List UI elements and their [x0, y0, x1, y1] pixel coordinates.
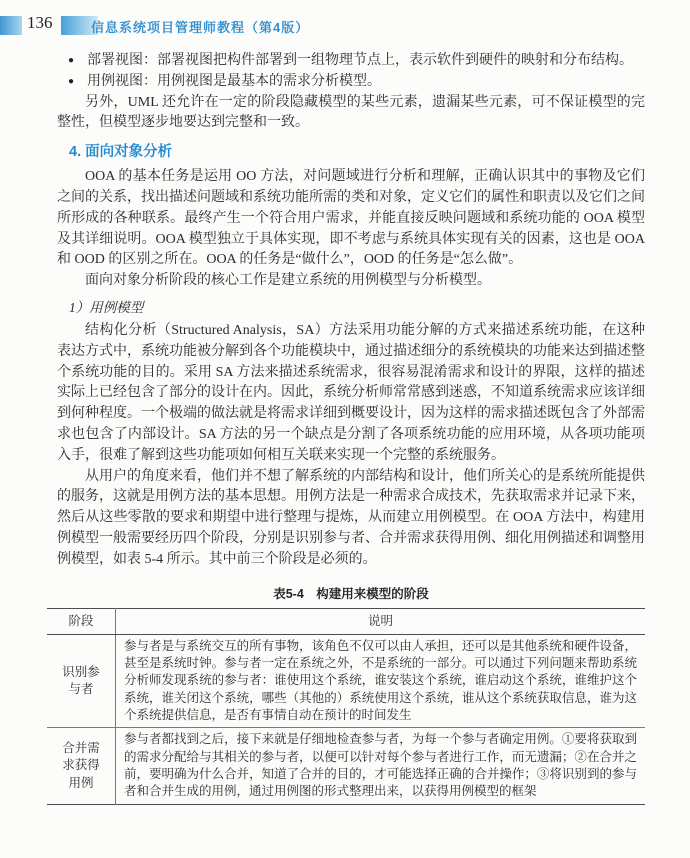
bullet-icon: ●: [68, 55, 75, 66]
paragraph-core-work: 面向对象分析阶段的核心工作是建立系统的用例模型与分析模型。: [85, 273, 491, 289]
paragraph-uml-note: 另外，UML 还允许在一定的阶段隐藏模型的某些元素，遗漏某些元素，可不保证模型的完整性，但模型逐步地要达到完整和一致。: [57, 94, 645, 131]
table-header-row: [47, 608, 645, 634]
section-heading-ooa: 4. 面向对象分析: [69, 144, 173, 161]
page-number: 136: [27, 13, 53, 32]
page-number-accent-bar: [0, 16, 22, 35]
paragraph-structured-analysis: 结构化分析（Structured Analysis，SA）方法采用功能分解的方式来描述系统功能，在这种表达方式中，系统功能被分解到各个功能模块中，通过描述细分的系统模块的功能来达到描述整个系统功能的目的。采用 SA 方法来描述系统需求，很容易混淆需求和设计的界限，这样的描述实际上已经包含了部分的设计在内。因此，系统分析师常常感到迷惑，不知道系统需求应该详细到何种程度。一个极端的做法就是将需求详细到概要设计，因为这样的需求描述既包含了外部需求也包含了内部设计。SA 方法的另一个缺点是分割了各项系统功能的应用环境，从各项功能项入手，很难了解到这些功能项如何相互关联来实现一个完整的系统服务。: [57, 322, 645, 463]
stage-cell: 合并需求获得用例: [47, 728, 116, 804]
usecase-model-stages-table: [47, 608, 645, 805]
page-header: [0, 13, 690, 36]
table-row: [47, 634, 645, 727]
table-caption: 表5-4 构建用来模型的阶段: [273, 586, 429, 601]
bullet-icon: ●: [68, 75, 75, 87]
page-content: [57, 51, 645, 805]
list-item-usecase-view: [57, 72, 645, 93]
table-row: [47, 728, 645, 804]
stage-cell: 识别参与者: [47, 634, 116, 727]
paragraph-user-perspective: 从用户的角度来看，他们并不想了解系统的内部结构和设计，他们所关心的是系统所能提供的服务，这就是用例方法的基本思想。用例方法是一种需求合成技术，先获取需求并记录下来，然后从这些零散的要求和期望中进行整理与提炼，从而建立用例模型。在 OOA 方法中，构建用例模型一般需要经历四个阶段，分别是识别参与者、合并需求获得用例、细化用例描述和调整用例模型，如表 5-4 所示。其中前三个阶段是必须的。: [57, 468, 645, 567]
description-cell: 参与者都找到之后，接下来就是仔细地检查参与者，为每一个参与者确定用例。①要将获取到的需求分配给与其相关的参与者，以便可以针对每个参与者进行工作，而无遗漏；②在合并之前，要明确为什么合并，知道了合并的目的，才可能选择正确的合并操作；③将识别到的参与者和合并生成的用例，通过用例图的形式整理出来，以获得用例模型的框架: [116, 728, 646, 804]
column-header-stage: 阶段: [47, 608, 116, 634]
list-item-deployment-view: [57, 51, 645, 72]
description-cell: 参与者是与系统交互的所有事物，该角色不仅可以由人承担，还可以是其他系统和硬件设备，甚至是系统时钟。参与者一定在系统之外，不是系统的一部分。可以通过下列问题来帮助系统分析师发现系统的参与者：谁使用这个系统，谁安装这个系统，谁启动这个系统，谁维护这个系统，谁关闭这个系统，哪些（其他的）系统使用这个系统，谁从这个系统获取信息，谁为这个系统提供信息，是否有事情自动在预计的时间发生: [124, 638, 637, 723]
paragraph-ooa-tasks: OOA 的基本任务是运用 OO 方法，对问题域进行分析和理解，正确认识其中的事物及它们之间的关系，找出描述问题域和系统功能所需的类和对象，定义它们的属性和职责以及它们之间所形成的各种联系。最终产生一个符合用户需求，并能直接反映问题域和系统功能的 OOA 模型及其详细说明。OOA 模型独立于具体实现，即不考虑与系统具体实现有关的因素，这也是 OOA 和 OOD 的区别之所在。OOA 的任务是“做什么”，OOD 的任务是“怎么做”。: [57, 169, 645, 268]
list-item-text: 用例视图：用例视图是最基本的需求分析模型。: [87, 73, 381, 89]
sub-heading-usecase-model: 1）用例模型: [69, 299, 144, 315]
list-item-text: 部署视图：部署视图把构件部署到一组物理节点上，表示软件到硬件的映射和分布结构。: [87, 53, 633, 68]
book-title: 信息系统项目管理师教程（第4版）: [91, 20, 310, 35]
column-header-description: 说明: [116, 608, 646, 634]
